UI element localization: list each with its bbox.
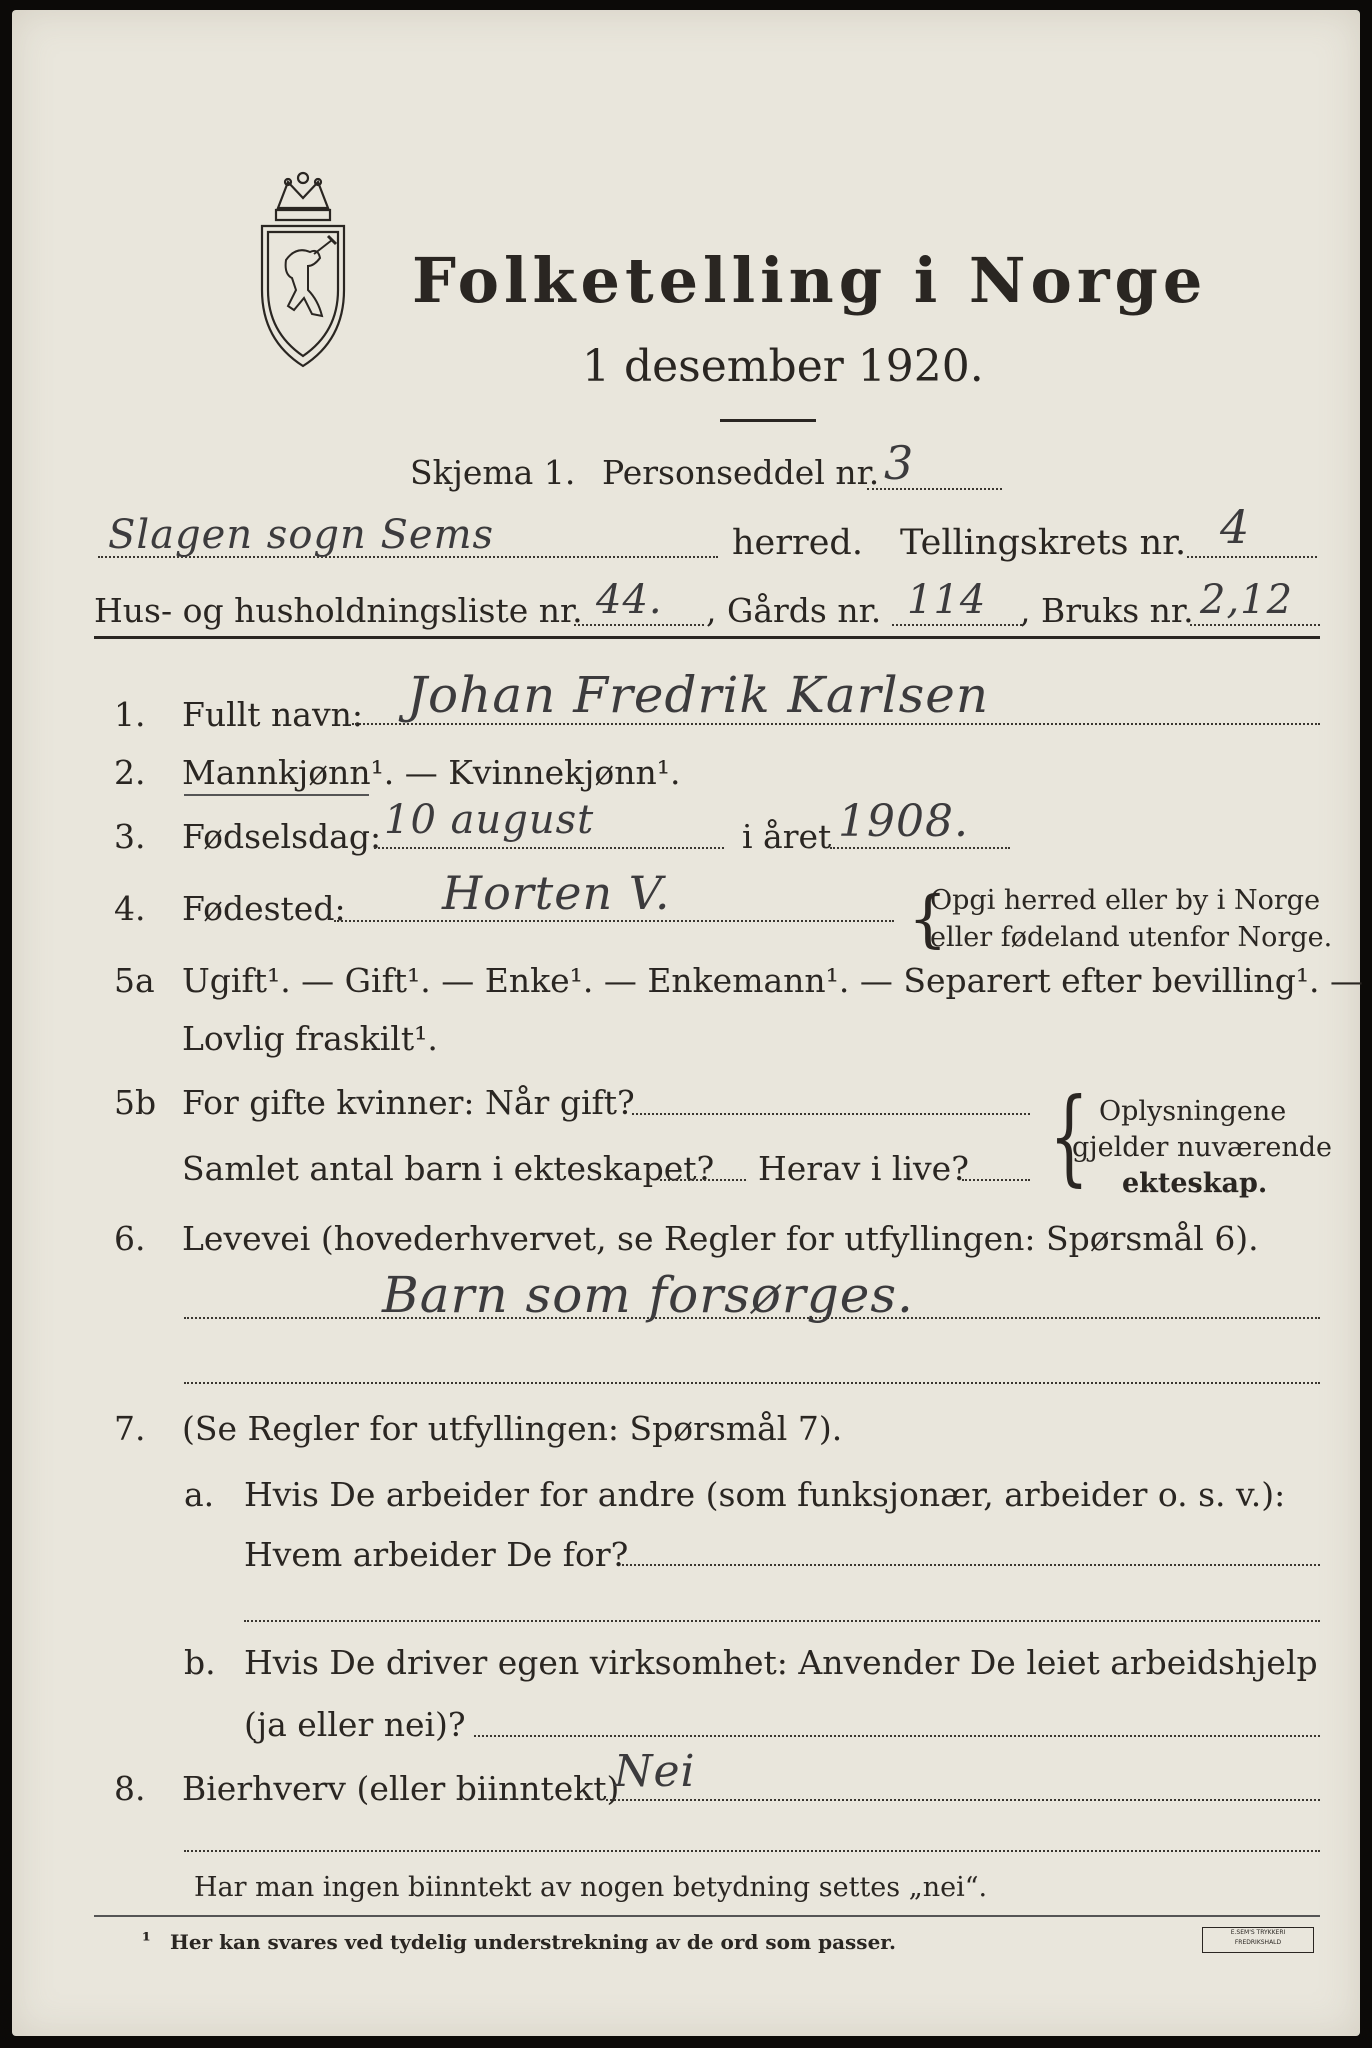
footer-rule: [94, 1915, 1320, 1917]
personseddel-label: Personseddel nr.: [602, 453, 880, 492]
q7b-letter: b.: [184, 1643, 216, 1682]
q1-label: Fullt navn:: [182, 695, 363, 734]
q7-number: 7.: [114, 1409, 146, 1448]
q5b-note-line3: ekteskap.: [1122, 1168, 1268, 1199]
printer-stamp-line2: FREDRIKSHALD: [1234, 1939, 1282, 1946]
q5b-note-brace: {: [1049, 1075, 1089, 1197]
title-divider: [720, 419, 816, 422]
gards-value[interactable]: 114: [907, 577, 987, 623]
q4-label: Fødested:: [182, 889, 346, 928]
q7a-question: Hvis De arbeider for andre (som funksjonær, arbeider o. s. v.):: [244, 1475, 1286, 1514]
q4-line: [334, 920, 894, 922]
census-date: 1 desember 1920.: [582, 341, 984, 392]
q4-number: 4.: [114, 889, 146, 928]
form-title: Folketelling i Norge: [412, 244, 1208, 317]
q7a-letter: a.: [184, 1475, 215, 1514]
tellingskrets-line: [1187, 556, 1317, 558]
children-alive-line: [962, 1179, 1030, 1181]
tellingskrets-value[interactable]: 4: [1220, 500, 1251, 554]
q1-number: 1.: [114, 695, 146, 734]
footnote-text: Her kan svares ved tydelig understrekning av de ord som passer.: [170, 1930, 896, 1954]
side-income-note: Har man ingen biinntekt av nogen betydning settes „nei“.: [194, 1872, 988, 1903]
children-alive-label: Herav i live?: [758, 1149, 969, 1188]
q5b-note-line1: Oplysningene: [1099, 1096, 1287, 1127]
herred-label: herred.: [732, 523, 863, 563]
bruks-value[interactable]: 2,12: [1200, 577, 1294, 623]
occupation-value[interactable]: Barn som forsørges.: [382, 1266, 914, 1324]
marital-status-options: Ugift¹. — Gift¹. — Enke¹. — Enkemann¹. — Separert efter bevilling¹. —: [182, 961, 1364, 1000]
q4-note-brace: {: [908, 882, 948, 955]
hired-help-label: (ja eller nei)?: [244, 1705, 466, 1744]
employer-line: [622, 1564, 1320, 1566]
year-label: i året: [742, 817, 832, 856]
tellingskrets-label: Tellingskrets nr.: [900, 523, 1187, 563]
q5a-number: 5a: [114, 961, 155, 1000]
header-separator: [94, 636, 1320, 639]
birth-year-value[interactable]: 1908.: [838, 796, 969, 847]
herred-value[interactable]: Slagen sogn Sems: [108, 512, 495, 558]
q4-note-line2: eller fødeland utenfor Norge.: [930, 922, 1333, 953]
gards-label: , Gårds nr.: [706, 591, 882, 630]
side-income-line: [606, 1799, 1320, 1801]
side-income-value[interactable]: Nei: [614, 1746, 696, 1797]
birth-date-value[interactable]: 10 august: [384, 797, 595, 843]
employer-label: Hvem arbeider De for?: [244, 1535, 629, 1574]
occupation-line-1: [184, 1317, 1320, 1319]
children-count-line: [660, 1179, 746, 1181]
q7b-question: Hvis De driver egen virksomhet: Anvender De leiet arbeidshjelp: [244, 1643, 1318, 1682]
q4-note-line1: Opgi herred eller by i Norge: [930, 885, 1321, 916]
gards-line: [892, 624, 1022, 626]
gender-underline: [184, 794, 369, 796]
hired-help-line: [474, 1735, 1320, 1737]
q3-label: Fødselsdag:: [182, 817, 382, 856]
census-form-sheet: [12, 10, 1364, 2036]
side-income-label: Bierhverv (eller biinntekt): [182, 1769, 620, 1808]
q5b-number: 5b: [114, 1083, 157, 1122]
q6-number: 6.: [114, 1219, 146, 1258]
full-name-value[interactable]: Johan Fredrik Karlsen: [407, 666, 990, 724]
married-when-line: [632, 1113, 1030, 1115]
gender-options: Mannkjønn¹. — Kvinnekjønn¹.: [182, 753, 681, 792]
section-bottom-line: [184, 1850, 1320, 1852]
q3-line: [374, 847, 724, 849]
norwegian-coat-of-arms-icon: [248, 170, 358, 370]
birthplace-value[interactable]: Horten V.: [442, 866, 671, 920]
occupation-label: Levevei (hovederhvervet, se Regler for utfyllingen: Spørsmål 6).: [182, 1219, 1259, 1258]
occupation-line-2: [184, 1382, 1320, 1384]
bruks-line: [1190, 624, 1320, 626]
printer-stamp: [1202, 1927, 1314, 1953]
employer-line-2: [244, 1620, 1320, 1622]
q8-number: 8.: [114, 1769, 146, 1808]
children-count-label: Samlet antal barn i ekteskapet?: [182, 1149, 715, 1188]
husholdningsliste-value[interactable]: 44.: [596, 577, 663, 623]
marital-status-options-cont: Lovlig fraskilt¹.: [182, 1019, 438, 1058]
q5b-note-line2: gjelder nuværende: [1072, 1132, 1332, 1163]
q2-number: 2.: [114, 753, 146, 792]
married-women-label: For gifte kvinner: Når gift?: [182, 1083, 635, 1122]
husholdningsliste-line: [574, 624, 704, 626]
skjema-label: Skjema 1.: [410, 453, 576, 492]
bruks-label: , Bruks nr.: [1020, 591, 1194, 630]
q7-label: (Se Regler for utfyllingen: Spørsmål 7).: [182, 1409, 843, 1448]
personseddel-value[interactable]: 3: [884, 436, 915, 490]
printer-stamp-line1: E.SEM'S TRYKKERI: [1230, 1929, 1286, 1936]
q3-number: 3.: [114, 817, 146, 856]
footnote-mark: ¹: [142, 1928, 151, 1952]
year-line: [830, 847, 1010, 849]
husholdningsliste-label: Hus- og husholdningsliste nr.: [94, 591, 583, 630]
